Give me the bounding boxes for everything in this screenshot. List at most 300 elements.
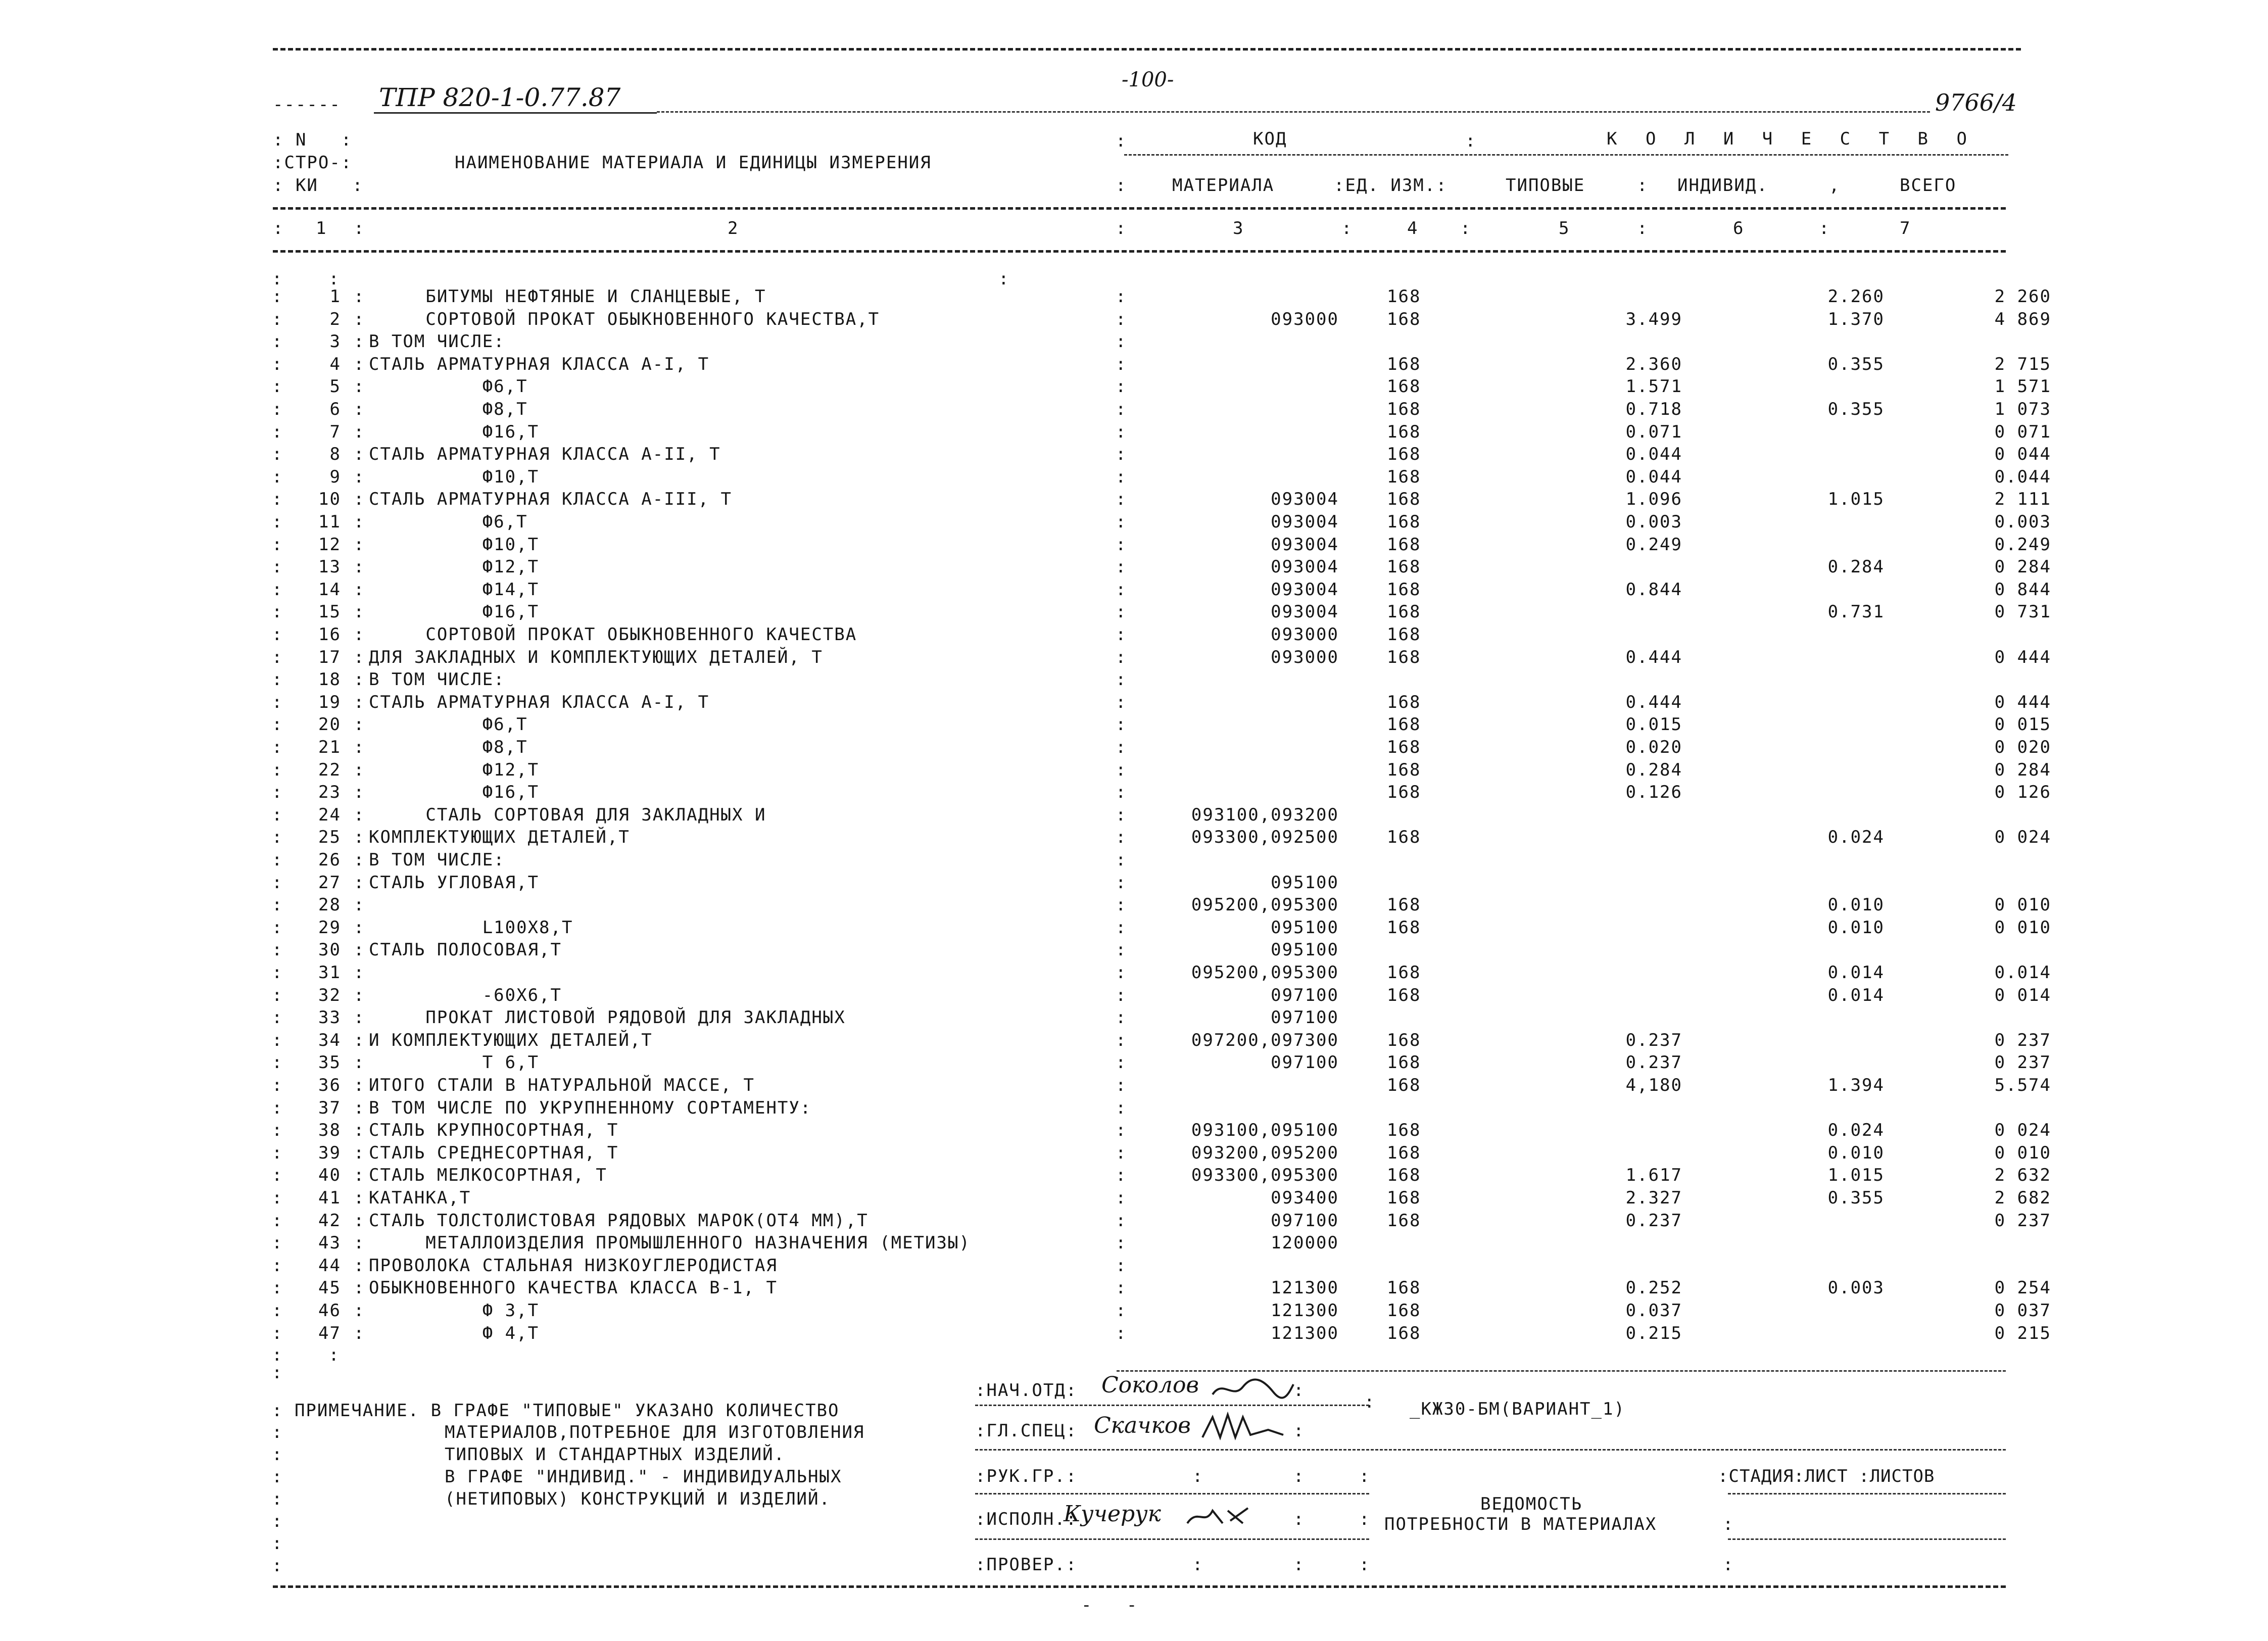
typical-qty: 0.237 bbox=[1625, 1211, 1682, 1231]
unit-code: 168 bbox=[1387, 535, 1421, 555]
row-colon: : bbox=[354, 1030, 365, 1050]
material-code: 093400 bbox=[1271, 1188, 1339, 1208]
row-number: 15 bbox=[318, 602, 341, 622]
table-row bbox=[0, 1302, 2268, 1325]
row-colon: : bbox=[272, 1323, 283, 1343]
col-sep: : bbox=[1192, 1466, 1204, 1486]
row-number: 2 bbox=[329, 309, 341, 329]
row-colon: : bbox=[354, 1278, 365, 1298]
typical-qty: 0.126 bbox=[1625, 782, 1682, 802]
row-colon: : bbox=[354, 692, 365, 712]
row-colon: : bbox=[272, 760, 283, 780]
row-spacer: : bbox=[272, 1422, 283, 1442]
material-name: Ф8,Т bbox=[369, 737, 528, 757]
row-colon: : bbox=[354, 602, 365, 622]
total-qty: 0 044 bbox=[1994, 444, 2051, 464]
row-number: 35 bbox=[318, 1052, 341, 1073]
row-colon: : bbox=[1116, 850, 1127, 870]
row-colon: : bbox=[354, 782, 365, 802]
row-number: 28 bbox=[318, 895, 341, 915]
table-row bbox=[0, 649, 2268, 672]
material-name: Ф12,Т bbox=[369, 557, 540, 577]
table-row bbox=[0, 919, 2268, 942]
stamp-stage-header: :СТАДИЯ:ЛИСТ :ЛИСТОВ bbox=[1718, 1466, 1935, 1486]
row-number: 22 bbox=[318, 760, 341, 780]
col-sep: : bbox=[1637, 218, 1649, 238]
stamp-project-code: _КЖ30-БМ(ВАРИАНТ_1) bbox=[1410, 1399, 1625, 1419]
col-sep: : bbox=[1116, 218, 1127, 238]
material-code: 093004 bbox=[1271, 512, 1339, 532]
individual-qty: 0.024 bbox=[1827, 1120, 1885, 1140]
header-right-dashes bbox=[657, 111, 1930, 113]
bottom-mark: - - bbox=[1081, 1595, 1138, 1615]
row-colon: : bbox=[354, 309, 365, 329]
row-number: 33 bbox=[318, 1007, 341, 1028]
unit-code: 168 bbox=[1387, 467, 1421, 487]
table-row bbox=[0, 761, 2268, 785]
material-name: МЕТАЛЛОИЗДЕЛИЯ ПРОМЫШЛЕННОГО НАЗНАЧЕНИЯ (МЕТИЗЫ) bbox=[369, 1233, 971, 1253]
stamp-title-2: ПОТРЕБНОСТИ В МАТЕРИАЛАХ bbox=[1384, 1514, 1657, 1534]
row-colon: : bbox=[1116, 1188, 1127, 1208]
unit-code: 168 bbox=[1387, 1278, 1421, 1298]
stamp-rule bbox=[975, 1493, 1369, 1494]
material-name: ИТОГО СТАЛИ В НАТУРАЛЬНОЙ МАССЕ, Т bbox=[369, 1075, 755, 1095]
individual-qty: 0.014 bbox=[1827, 962, 1885, 983]
row-spacer: : bbox=[272, 1533, 283, 1554]
row-colon: : bbox=[354, 467, 365, 487]
table-row bbox=[0, 1054, 2268, 1077]
row-colon: : bbox=[1116, 782, 1127, 802]
row-number: 1 bbox=[329, 286, 341, 307]
row-colon: : bbox=[272, 489, 283, 509]
row-colon: : bbox=[1116, 1007, 1127, 1028]
row-colon: : bbox=[354, 1007, 365, 1028]
page-number: -100- bbox=[1122, 68, 1174, 91]
individual-qty: 1.015 bbox=[1827, 1165, 1885, 1185]
stamp-rule bbox=[1728, 1493, 2006, 1494]
material-name: В ТОМ ЧИСЛЕ: bbox=[369, 850, 505, 870]
row-colon: : bbox=[272, 309, 283, 329]
table-row bbox=[0, 1189, 2268, 1213]
total-qty: 0.044 bbox=[1994, 467, 2051, 487]
material-name: Т 6,Т bbox=[369, 1052, 540, 1073]
table-row bbox=[0, 603, 2268, 626]
row-number: 30 bbox=[318, 940, 341, 960]
material-name: СТАЛЬ СОРТОВАЯ ДЛЯ ЗАКЛАДНЫХ И bbox=[369, 805, 766, 825]
col-sep: : bbox=[1359, 1555, 1371, 1575]
row-colon: : bbox=[272, 1256, 283, 1276]
material-code: 095100 bbox=[1271, 918, 1339, 938]
table-row bbox=[0, 1234, 2268, 1258]
row-number: 17 bbox=[318, 647, 341, 667]
row-colon: : bbox=[272, 1188, 283, 1208]
row-colon: : bbox=[354, 669, 365, 690]
row-spacer: : bbox=[272, 1511, 283, 1531]
unit-code: 168 bbox=[1387, 1143, 1421, 1163]
material-name: СТАЛЬ АРМАТУРНАЯ КЛАССА А-II, Т bbox=[369, 444, 721, 464]
signature-nach-otd bbox=[1208, 1374, 1298, 1405]
row-colon: : bbox=[272, 1007, 283, 1028]
row-colon: : bbox=[1116, 422, 1127, 442]
row-colon: : bbox=[1116, 489, 1127, 509]
row-colon: : bbox=[354, 850, 365, 870]
col-sep: : bbox=[1723, 1514, 1734, 1534]
material-name: СТАЛЬ МЕЛКОСОРТНАЯ, Т bbox=[369, 1165, 607, 1185]
row-colon: : bbox=[354, 624, 365, 645]
stamp-rule bbox=[975, 1405, 1369, 1406]
typical-qty: 0.015 bbox=[1625, 714, 1682, 735]
unit-code: 168 bbox=[1387, 692, 1421, 712]
material-name: В ТОМ ЧИСЛЕ ПО УКРУПНЕННОМУ СОРТАМЕНТУ: bbox=[369, 1098, 812, 1118]
stamp-nach-otd-name: Соколов bbox=[1101, 1372, 1199, 1398]
individual-qty: 0.355 bbox=[1827, 354, 1885, 374]
total-qty: 0 071 bbox=[1994, 422, 2051, 442]
col-sep: : bbox=[1465, 131, 1477, 151]
total-qty: 2 111 bbox=[1994, 489, 2051, 509]
unit-code: 168 bbox=[1387, 580, 1421, 600]
row-colon: : bbox=[1116, 1323, 1127, 1343]
material-code: 097100 bbox=[1271, 1007, 1339, 1028]
row-colon: : bbox=[272, 737, 283, 757]
unit-code: 168 bbox=[1387, 985, 1421, 1005]
material-name: L100X8,Т bbox=[369, 918, 573, 938]
material-name: Ф 4,Т bbox=[369, 1323, 540, 1343]
row-number: 36 bbox=[318, 1075, 341, 1095]
material-name: Ф8,Т bbox=[369, 399, 528, 419]
material-name: Ф14,Т bbox=[369, 580, 540, 600]
material-code: 095200,095300 bbox=[1191, 895, 1339, 915]
row-colon: : bbox=[354, 535, 365, 555]
typical-qty: 1.096 bbox=[1625, 489, 1682, 509]
table-row bbox=[0, 558, 2268, 582]
row-colon: : bbox=[1116, 669, 1127, 690]
typical-qty: 0.249 bbox=[1625, 535, 1682, 555]
row-spacer: : bbox=[272, 1363, 283, 1383]
row-colon: : bbox=[354, 444, 365, 464]
row-colon: : bbox=[1116, 376, 1127, 397]
row-colon: : bbox=[272, 985, 283, 1005]
typical-qty: 0.044 bbox=[1625, 467, 1682, 487]
col-n-label-2: :СТРО-: bbox=[273, 153, 353, 173]
row-number: 29 bbox=[318, 918, 341, 938]
material-code: 093300,095300 bbox=[1191, 1165, 1339, 1185]
stamp-rule bbox=[1728, 1538, 2006, 1540]
total-qty: 2 715 bbox=[1994, 354, 2051, 374]
row-colon: : bbox=[272, 444, 283, 464]
total-qty: 0 444 bbox=[1994, 647, 2051, 667]
table-row bbox=[0, 739, 2268, 762]
col-code-header: КОД bbox=[1253, 129, 1287, 149]
table-row bbox=[0, 468, 2268, 492]
row-colon: : bbox=[272, 399, 283, 419]
table-row bbox=[0, 874, 2268, 897]
material-name: Ф6,Т bbox=[369, 512, 528, 532]
row-colon: : bbox=[1116, 805, 1127, 825]
typical-qty: 0.444 bbox=[1625, 692, 1682, 712]
table-row bbox=[0, 671, 2268, 694]
material-name: СОРТОВОЙ ПРОКАТ ОБЫКНОВЕННОГО КАЧЕСТВА,Т bbox=[369, 309, 880, 329]
row-colon: : bbox=[354, 1075, 365, 1095]
typical-qty: 0.037 bbox=[1625, 1300, 1682, 1321]
total-qty: 0 254 bbox=[1994, 1278, 2051, 1298]
col-sep: : bbox=[354, 218, 365, 238]
col-total-header: ВСЕГО bbox=[1900, 175, 1957, 196]
unit-code: 168 bbox=[1387, 1300, 1421, 1321]
row-colon: : bbox=[272, 1052, 283, 1073]
unit-code: 168 bbox=[1387, 714, 1421, 735]
total-qty: 0.003 bbox=[1994, 512, 2051, 532]
col-sep: : bbox=[1293, 1509, 1305, 1529]
individual-qty: 0.355 bbox=[1827, 399, 1885, 419]
material-name: СТАЛЬ УГЛОВАЯ,Т bbox=[369, 873, 540, 893]
row-number: 14 bbox=[318, 580, 341, 600]
total-qty: 0 444 bbox=[1994, 692, 2051, 712]
row-colon: : bbox=[354, 962, 365, 983]
material-code: 120000 bbox=[1271, 1233, 1339, 1253]
typical-qty: 0.237 bbox=[1625, 1052, 1682, 1073]
typical-qty: 0.071 bbox=[1625, 422, 1682, 442]
note-line-3: ТИПОВЫХ И СТАНДАРТНЫХ ИЗДЕЛИЙ. bbox=[445, 1444, 786, 1465]
sheet-code: 9766/4 bbox=[1935, 89, 2017, 116]
row-colon: : bbox=[1116, 647, 1127, 667]
col-sep: : bbox=[1359, 1466, 1371, 1486]
typical-qty: 0.844 bbox=[1625, 580, 1682, 600]
unit-code: 168 bbox=[1387, 827, 1421, 847]
col-num-7: 7 bbox=[1900, 218, 1911, 238]
col-sep: : bbox=[1116, 175, 1127, 196]
total-qty: 0 010 bbox=[1994, 895, 2051, 915]
material-code: 095100 bbox=[1271, 873, 1339, 893]
row-colon: : bbox=[354, 512, 365, 532]
row-colon: : bbox=[1116, 1278, 1127, 1298]
row-spacer: : bbox=[272, 1467, 283, 1487]
material-code: 093000 bbox=[1271, 309, 1339, 329]
row-number: 7 bbox=[329, 422, 341, 442]
row-number: 43 bbox=[318, 1233, 341, 1253]
table-row bbox=[0, 806, 2268, 830]
row-colon: : bbox=[1116, 580, 1127, 600]
typical-qty: 1.617 bbox=[1625, 1165, 1682, 1185]
material-code: 093100,093200 bbox=[1191, 805, 1339, 825]
row-colon: : bbox=[1116, 624, 1127, 645]
table-row bbox=[0, 288, 2268, 311]
individual-qty: 0.731 bbox=[1827, 602, 1885, 622]
unit-code: 168 bbox=[1387, 286, 1421, 307]
row-number: 31 bbox=[318, 962, 341, 983]
row-colon: : bbox=[272, 1098, 283, 1118]
typical-qty: 2.360 bbox=[1625, 354, 1682, 374]
table-row bbox=[0, 536, 2268, 559]
col-sep: : bbox=[1364, 1392, 1376, 1412]
stamp-gl-spec-label: :ГЛ.СПЕЦ: bbox=[975, 1421, 1078, 1441]
row-colon: : bbox=[354, 1256, 365, 1276]
row-colon: : bbox=[272, 873, 283, 893]
total-qty: 0 237 bbox=[1994, 1211, 2051, 1231]
row-colon: : bbox=[1116, 714, 1127, 735]
material-name: СТАЛЬ АРМАТУРНАЯ КЛАССА А-III, Т bbox=[369, 489, 733, 509]
typical-qty: 0.444 bbox=[1625, 647, 1682, 667]
row-spacer: : bbox=[272, 1556, 283, 1576]
col-num-row-open: : bbox=[273, 218, 284, 238]
row-colon: : bbox=[272, 422, 283, 442]
unit-code: 168 bbox=[1387, 1323, 1421, 1343]
row-colon: : bbox=[1116, 354, 1127, 374]
material-name: Ф6,Т bbox=[369, 714, 528, 735]
unit-code: 168 bbox=[1387, 1188, 1421, 1208]
doc-code-underline bbox=[374, 112, 657, 114]
row-number: 18 bbox=[318, 669, 341, 690]
col-num-6: 6 bbox=[1733, 218, 1745, 238]
total-qty: 0 010 bbox=[1994, 1143, 2051, 1163]
row-number: 38 bbox=[318, 1120, 341, 1140]
row-colon: : bbox=[272, 376, 283, 397]
row-colon: : bbox=[272, 827, 283, 847]
row-colon: : bbox=[1116, 1052, 1127, 1073]
table-row bbox=[0, 1099, 2268, 1123]
row-number: 16 bbox=[318, 624, 341, 645]
row-colon: : bbox=[272, 331, 283, 352]
row-colon: : bbox=[1116, 1075, 1127, 1095]
material-name: СТАЛЬ ПОЛОСОВАЯ,Т bbox=[369, 940, 562, 960]
table-row bbox=[0, 378, 2268, 401]
col-sep: : bbox=[1192, 1555, 1204, 1575]
typical-qty: 0.718 bbox=[1625, 399, 1682, 419]
row-number: 25 bbox=[318, 827, 341, 847]
material-name: СТАЛЬ СРЕДНЕСОРТНАЯ, Т bbox=[369, 1143, 619, 1163]
row-colon: : bbox=[1116, 286, 1127, 307]
typical-qty: 1.571 bbox=[1625, 376, 1682, 397]
stamp-ispoln-name: Кучерук bbox=[1064, 1501, 1161, 1527]
total-qty: 4 869 bbox=[1994, 309, 2051, 329]
total-qty: 0 284 bbox=[1994, 760, 2051, 780]
row-number: 40 bbox=[318, 1165, 341, 1185]
row-colon: : bbox=[354, 422, 365, 442]
header-mid-rule bbox=[1124, 154, 2008, 156]
col-individual-header: ИНДИВИД. bbox=[1677, 175, 1768, 196]
row-number: 23 bbox=[318, 782, 341, 802]
total-qty: 0 844 bbox=[1994, 580, 2051, 600]
table-row bbox=[0, 311, 2268, 334]
row-colon: : bbox=[354, 985, 365, 1005]
header-left-dashes: ------ bbox=[273, 94, 341, 115]
row-number: 6 bbox=[329, 399, 341, 419]
material-name: СТАЛЬ АРМАТУРНАЯ КЛАССА А-I, Т bbox=[369, 692, 710, 712]
row-colon: : bbox=[354, 805, 365, 825]
row-number: 34 bbox=[318, 1030, 341, 1050]
material-name: В ТОМ ЧИСЛЕ: bbox=[369, 331, 505, 352]
stamp-prover-label: :ПРОВЕР.: bbox=[975, 1555, 1078, 1575]
row-spacer: : : : bbox=[272, 269, 1010, 289]
stamp-nach-otd-label: :НАЧ.ОТД: bbox=[975, 1380, 1078, 1401]
row-number: 20 bbox=[318, 714, 341, 735]
material-code: 121300 bbox=[1271, 1278, 1339, 1298]
total-qty: 0 015 bbox=[1994, 714, 2051, 735]
material-name: ПРОКАТ ЛИСТОВОЙ РЯДОВОЙ ДЛЯ ЗАКЛАДНЫХ bbox=[369, 1007, 846, 1028]
row-number: 4 bbox=[329, 354, 341, 374]
row-colon: : bbox=[354, 1323, 365, 1343]
individual-qty: 1.394 bbox=[1827, 1075, 1885, 1095]
row-colon: : bbox=[272, 1075, 283, 1095]
note-line-2: МАТЕРИАЛОВ,ПОТРЕБНОЕ ДЛЯ ИЗГОТОВЛЕНИЯ bbox=[445, 1422, 865, 1442]
row-colon: : bbox=[272, 1120, 283, 1140]
row-colon: : bbox=[1116, 467, 1127, 487]
material-name: Ф10,Т bbox=[369, 467, 540, 487]
top-dashed-rule bbox=[273, 48, 2021, 51]
table-row bbox=[0, 356, 2268, 379]
table-row bbox=[0, 1279, 2268, 1302]
signature-ispoln bbox=[1182, 1501, 1253, 1531]
row-colon: : bbox=[354, 331, 365, 352]
typical-qty: 0.215 bbox=[1625, 1323, 1682, 1343]
col-typical-header: ТИПОВЫЕ bbox=[1506, 175, 1585, 196]
total-qty: 0 024 bbox=[1994, 1120, 2051, 1140]
row-colon: : bbox=[272, 962, 283, 983]
total-qty: 0 284 bbox=[1994, 557, 2051, 577]
col-sep: : bbox=[1293, 1555, 1305, 1575]
row-colon: : bbox=[354, 399, 365, 419]
row-colon: : bbox=[272, 557, 283, 577]
material-code: 095200,095300 bbox=[1191, 962, 1339, 983]
typical-qty: 0.003 bbox=[1625, 512, 1682, 532]
table-row bbox=[0, 694, 2268, 717]
material-code: 097100 bbox=[1271, 985, 1339, 1005]
col-num-4: 4 bbox=[1407, 218, 1419, 238]
row-colon: : bbox=[354, 737, 365, 757]
table-row bbox=[0, 716, 2268, 739]
table-row bbox=[0, 987, 2268, 1010]
material-code: 093004 bbox=[1271, 557, 1339, 577]
row-number: 32 bbox=[318, 985, 341, 1005]
col-num-3: 3 bbox=[1233, 218, 1244, 238]
material-name: Ф6,Т bbox=[369, 376, 528, 397]
stamp-gl-spec-name: Скачков bbox=[1094, 1413, 1191, 1438]
row-colon: : bbox=[354, 940, 365, 960]
typical-qty: 0.252 bbox=[1625, 1278, 1682, 1298]
unit-code: 168 bbox=[1387, 1211, 1421, 1231]
material-name: ДЛЯ ЗАКЛАДНЫХ И КОМПЛЕКТУЮЩИХ ДЕТАЛЕЙ, Т bbox=[369, 647, 823, 667]
header-bottom-rule bbox=[273, 207, 2006, 210]
row-number: 44 bbox=[318, 1256, 341, 1276]
material-code: 093200,095200 bbox=[1191, 1143, 1339, 1163]
row-number: 5 bbox=[329, 376, 341, 397]
row-number: 46 bbox=[318, 1300, 341, 1321]
row-colon: : bbox=[1116, 399, 1127, 419]
table-row bbox=[0, 941, 2268, 964]
table-row bbox=[0, 829, 2268, 852]
col-sep: : bbox=[1637, 175, 1649, 196]
row-colon: : bbox=[1116, 873, 1127, 893]
material-name: Ф12,Т bbox=[369, 760, 540, 780]
note-line-4: В ГРАФЕ "ИНДИВИД." - ИНДИВИДУАЛЬНЫХ bbox=[445, 1467, 842, 1487]
total-qty: 0 037 bbox=[1994, 1300, 2051, 1321]
individual-qty: 1.370 bbox=[1827, 309, 1885, 329]
row-colon: : bbox=[1116, 692, 1127, 712]
row-colon: : bbox=[272, 580, 283, 600]
row-colon: : bbox=[1116, 1098, 1127, 1118]
row-colon: : bbox=[272, 940, 283, 960]
row-colon: : bbox=[272, 714, 283, 735]
row-colon: : bbox=[272, 1211, 283, 1231]
row-colon: : bbox=[272, 895, 283, 915]
signature-gl-spec bbox=[1197, 1410, 1288, 1445]
row-number: 13 bbox=[318, 557, 341, 577]
unit-code: 168 bbox=[1387, 1075, 1421, 1095]
table-row bbox=[0, 964, 2268, 987]
row-colon: : bbox=[1116, 895, 1127, 915]
material-name: Ф16,Т bbox=[369, 422, 540, 442]
material-code: 097100 bbox=[1271, 1052, 1339, 1073]
row-number: 19 bbox=[318, 692, 341, 712]
